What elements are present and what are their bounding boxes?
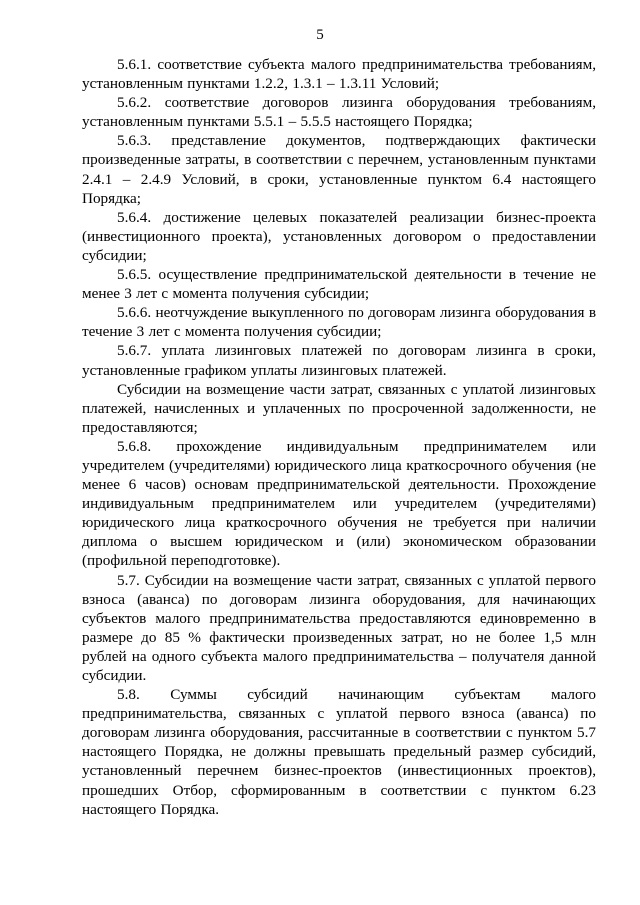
- paragraph-5-6-4: 5.6.4. достижение целевых показателей реализации бизнес-проекта (инвестиционного проекта), установленных договором о предоставлении субсидии;: [82, 208, 596, 264]
- page-number: 5: [316, 27, 324, 43]
- document-body: [82, 55, 596, 819]
- paragraph-5-6-8: 5.6.8. прохождение индивидуальным предпринимателем или учредителем (учредителями) юридического лица краткосрочного обучения (не менее 6 часов) основам предпринимательской деятельности. Прохождение индивидуальным предпринимателем или учредителем (учредителями) юридического лица краткосрочного обучения не требуется при наличии диплома о высшем юридическом и (или) экономическом образовании (профильной переподготовке).: [82, 437, 596, 570]
- paragraph-5-6-5: 5.6.5. осуществление предпринимательской деятельности в течение не менее 3 лет с момента получения субсидии;: [82, 266, 596, 303]
- paragraph-subsidies-note: Субсидии на возмещение части затрат, связанных с уплатой лизинговых платежей, начисленных и уплаченных по просроченной задолженности, не предоставляются;: [82, 380, 596, 436]
- paragraph-5-8: 5.8. Суммы субсидий начинающим субъектам малого предпринимательства, связанных с уплатой первого взноса (аванса) по договорам лизинга оборудования, рассчитанные в соответствии с пунктом 5.7 настоящего Порядка, не должны превышать предельный размер субсидий, установленный перечнем бизнес-проектов (инвестиционных проектов), прошедших Отбор, сформированным в соответствии с пунктом 6.23 настоящего Порядка.: [82, 686, 596, 818]
- paragraph-5-6-1: 5.6.1. соответствие субъекта малого предпринимательства требованиям, установленным пунктами 1.2.2, 1.3.1 – 1.3.11 Условий;: [82, 56, 596, 93]
- paragraph-5-7: 5.7. Субсидии на возмещение части затрат, связанных с уплатой первого взноса (аванса) по договорам лизинга оборудования, для начинающих субъектов малого предпринимательства предоставляются единовременно в размере до 85 % фактически произведенных затрат, но не более 1,5 млн рублей на одного субъекта малого предпринимательства – получателя данной субсидии.: [82, 571, 596, 684]
- paragraph-5-6-6: 5.6.6. неотчуждение выкупленного по договорам лизинга оборудования в течение 3 лет с момента получения субсидии;: [82, 304, 596, 341]
- paragraph-5-6-3: 5.6.3. представление документов, подтверждающих фактически произведенные затраты, в соответствии с перечнем, установленным пунктами 2.4.1 – 2.4.9 Условий, в сроки, установленные пунктом 6.4 настоящего Порядка;: [82, 132, 596, 207]
- paragraph-5-6-7: 5.6.7. уплата лизинговых платежей по договорам лизинга в сроки, установленные графиком уплаты лизинговых платежей.: [82, 342, 596, 379]
- paragraph-5-6-2: 5.6.2. соответствие договоров лизинга оборудования требованиям, установленным пунктами 5.5.1 – 5.5.5 настоящего Порядка;: [82, 94, 596, 131]
